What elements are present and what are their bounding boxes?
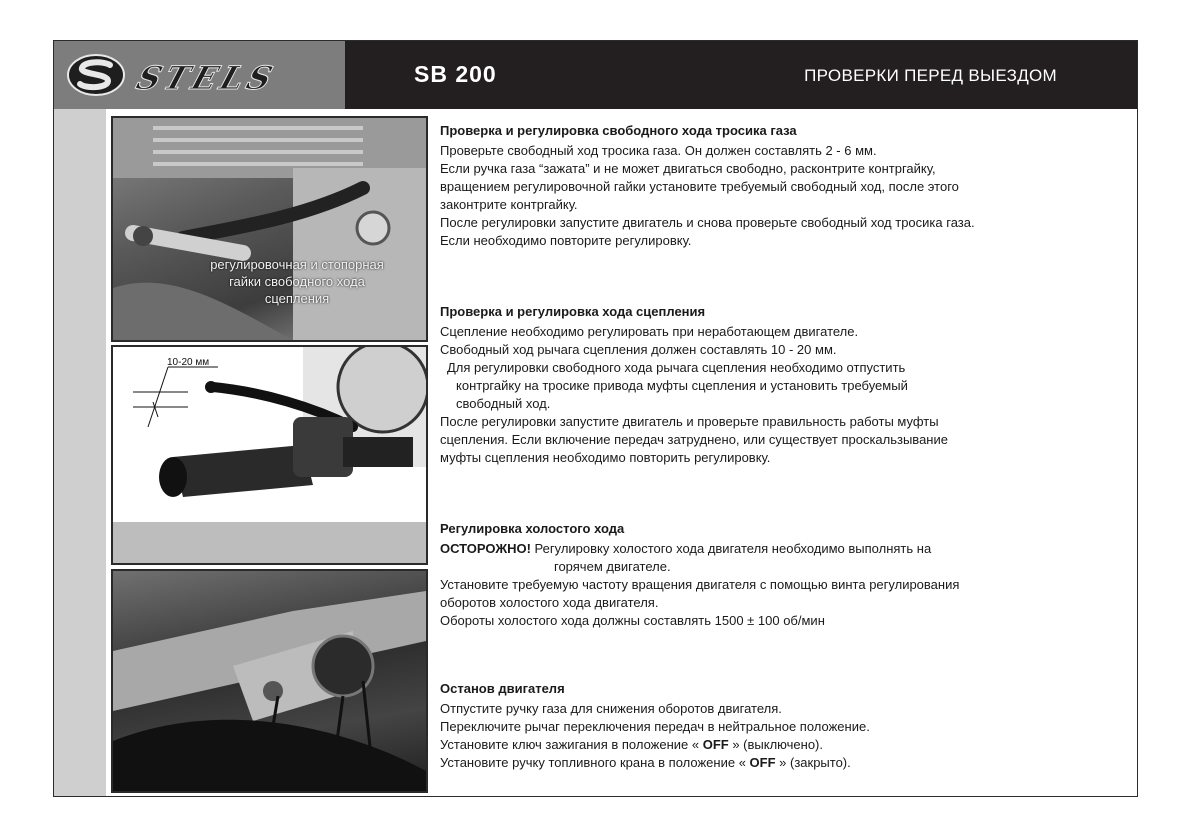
text-part: » (выключено). <box>728 737 823 752</box>
paragraph-line: Отпустите ручку газа для снижения оборотов двигателя. <box>440 701 782 716</box>
brand-logo <box>54 41 345 109</box>
paragraph-line: Для регулировки свободного хода рычага сцепления необходимо отпустить <box>447 360 906 375</box>
paragraph-line: Обороты холостого хода должны составлять 1500 ± 100 об/мин <box>440 613 825 628</box>
paragraph-line: Сцепление необходимо регулировать при неработающем двигателе. <box>440 324 859 339</box>
section-clutch <box>440 303 1120 467</box>
paragraph-line: горячем двигателе. <box>554 559 671 574</box>
page-header <box>54 41 1137 109</box>
off-label: OFF <box>702 737 729 752</box>
paragraph-line <box>440 736 1120 754</box>
paragraph-line: законтрите контргайку. <box>440 197 578 212</box>
photo-clutch-lever <box>111 345 428 565</box>
section-title: ПРОВЕРКИ ПЕРЕД ВЫЕЗДОМ <box>804 66 1057 85</box>
paragraph-line: оборотов холостого хода двигателя. <box>440 595 659 610</box>
paragraph-line: муфты сцепления необходимо повторить регулировку. <box>440 450 771 465</box>
paragraph-line: свободный ход. <box>456 396 551 411</box>
caption-free-play: 10-20 мм <box>167 357 210 368</box>
off-label: OFF <box>749 755 776 770</box>
text-part: Установите ручку топливного крана в положение « <box>440 755 750 770</box>
section-heading: Регулировка холостого хода <box>440 521 625 536</box>
clutch-lever-illustration <box>113 347 426 563</box>
paragraph-line: Если необходимо повторите регулировку. <box>440 233 692 248</box>
brand-name: STELS <box>131 59 282 97</box>
side-bar <box>54 109 106 796</box>
warning-label: ОСТОРОЖНО! <box>440 541 531 556</box>
paragraph-line <box>440 540 1120 558</box>
caption-line: гайки свободного хода <box>229 274 365 289</box>
paragraph-line: контргайку на тросике привода муфты сцепления и установить требуемый <box>456 378 908 393</box>
paragraph-line: сцепления. Если включение передач затруднено, или существует проскальзывание <box>440 432 948 447</box>
paragraph-line: вращением регулировочной гайки установите требуемый свободный ход, после этого <box>440 179 959 194</box>
section-heading: Останов двигателя <box>440 681 565 696</box>
section-heading: Проверка и регулировка свободного хода тросика газа <box>440 123 797 138</box>
text-part: » (закрыто). <box>775 755 851 770</box>
photo-chain-adjuster <box>111 569 428 793</box>
swingarm-illustration <box>113 571 426 791</box>
paragraph-line: Свободный ход рычага сцепления должен составлять 10 - 20 мм. <box>440 342 837 357</box>
stels-s-logo-icon <box>66 53 126 97</box>
model-name: SB 200 <box>414 61 497 87</box>
caption-line: сцепления <box>264 291 330 306</box>
section-heading: Проверка и регулировка хода сцепления <box>440 304 706 319</box>
text-part: Установите ключ зажигания в положение « <box>440 737 703 752</box>
paragraph-line: Проверьте свободный ход тросика газа. Он должен составлять 2 - 6 мм. <box>440 143 877 158</box>
paragraph-line: Установите требуемую частоту вращения двигателя с помощью винта регулирования <box>440 577 960 592</box>
paragraph-line: Переключите рычаг переключения передач в нейтральное положение. <box>440 719 870 734</box>
paragraph-line: После регулировки запустите двигатель и снова проверьте свободный ход тросика газа. <box>440 215 975 230</box>
paragraph-line: Если ручка газа “зажата” и не может двигаться свободно, расконтрите контргайку, <box>440 161 936 176</box>
paragraph-line <box>440 754 1120 772</box>
caption-clutch-nuts <box>197 256 397 307</box>
warning-text: Регулировку холостого хода двигателя необходимо выполнять на <box>530 541 932 556</box>
paragraph-line: После регулировки запустите двигатель и проверьте правильность работы муфты <box>440 414 939 429</box>
section-idle <box>440 520 1120 630</box>
photo-clutch-cable-adjuster <box>111 116 428 342</box>
caption-line: регулировочная и стопорная <box>210 257 384 272</box>
section-engine-stop <box>440 680 1120 772</box>
section-throttle <box>440 122 1120 250</box>
